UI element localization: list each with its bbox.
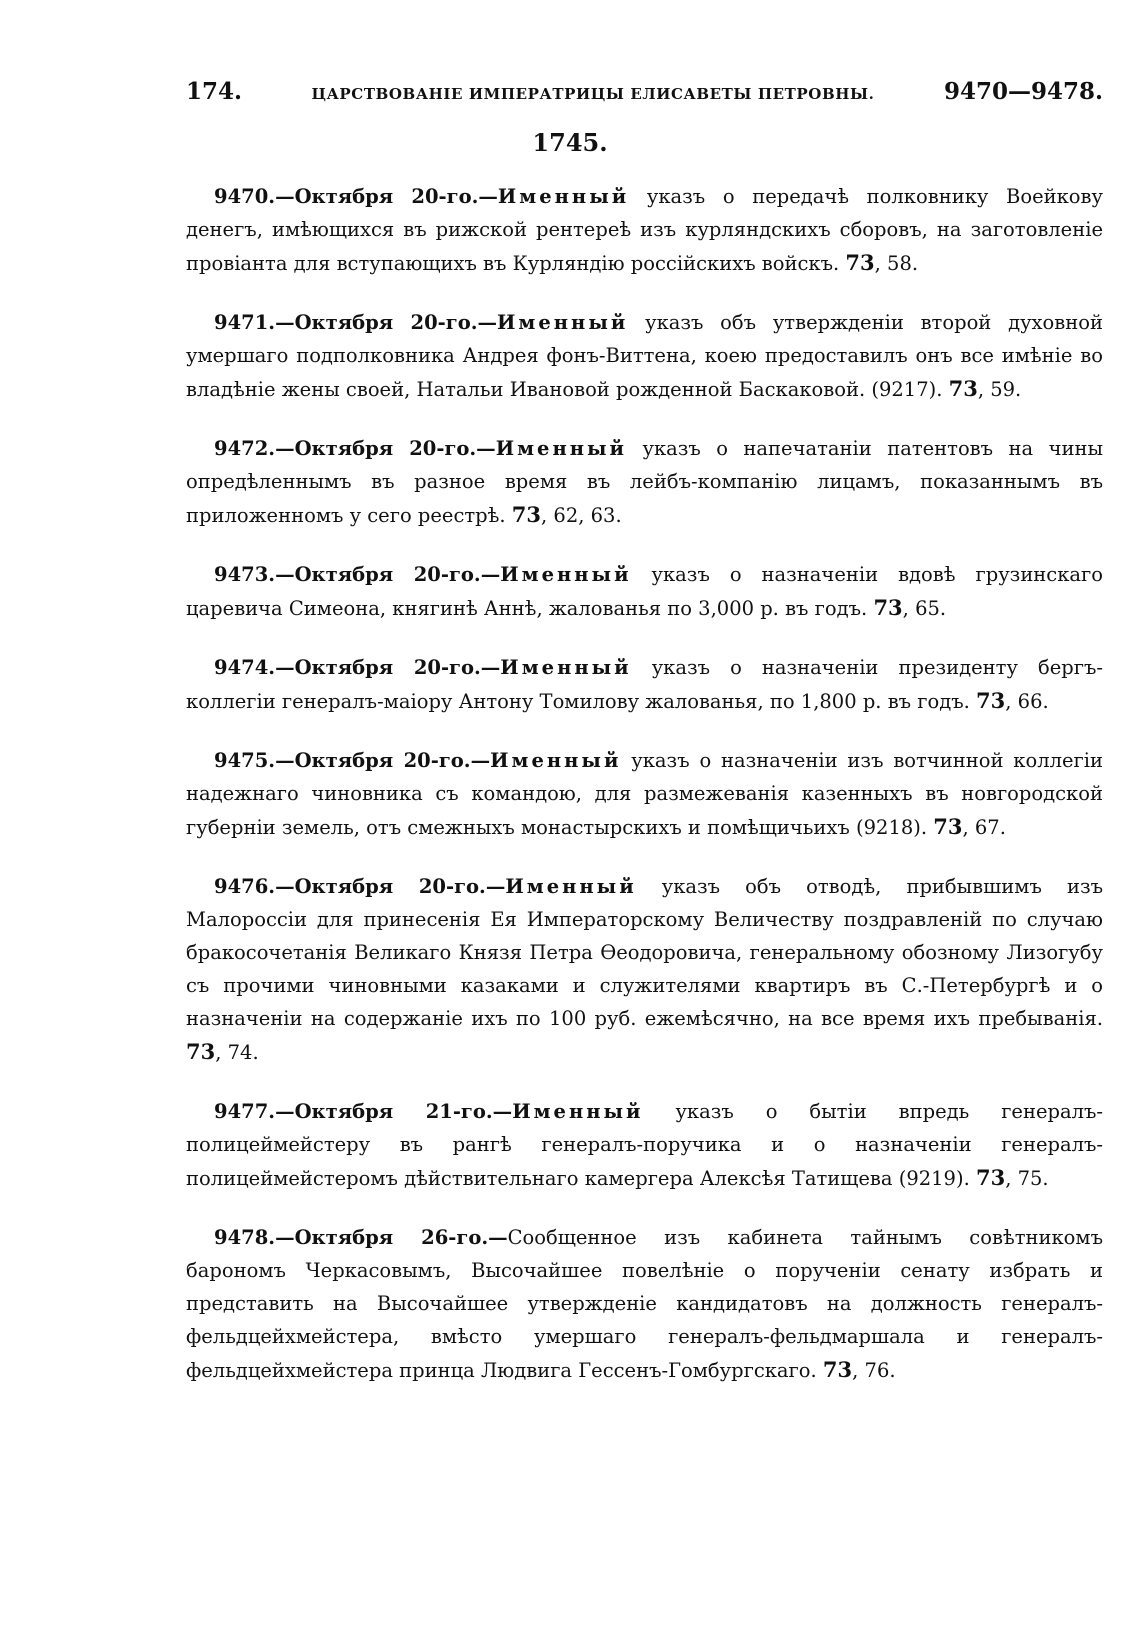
entry-number: 9473. [214, 563, 276, 586]
entry-volume: 73 [975, 1165, 1006, 1190]
entry-pages: , 75. [1005, 1167, 1049, 1190]
year-heading: 1745. [532, 128, 608, 157]
entry-number: 9476. [214, 875, 276, 898]
entry-type: Именный [500, 563, 632, 586]
entry-text: указъ о напечатаніи патентовъ на чины опредѣленнымъ въ разное время въ лейбъ-компанію лицамъ, показаннымъ въ приложенномъ у сего реестрѣ. [186, 437, 1103, 527]
entry-volume: 73 [948, 376, 978, 401]
entry-type: Именный [495, 437, 628, 460]
decree-entry [186, 558, 1103, 625]
entry-date: —Октября 20-го.— [275, 311, 497, 334]
entry-volume: 73 [511, 502, 542, 527]
entry-text: указъ о назначеніи президенту бергъ-коллегіи генералъ-маіору Антону Томилову жалованья, по 1,800 р. въ годъ. [186, 656, 1103, 713]
entry-text: указъ о назначеніи изъ вотчинной коллегіи надежнаго чиновника съ командою, для размежеванія казенныхъ въ новгородской губерніи земель, отъ смежныхъ монастырскихъ и помѣщичьихъ (9218). [186, 749, 1103, 839]
decree-entry [186, 306, 1103, 406]
entry-type: Именный [500, 656, 632, 679]
entries-list [186, 180, 1103, 1413]
entry-date: —Октября 20-го.— [275, 185, 498, 208]
entry-date: —Октября 21-го.— [275, 1100, 513, 1123]
entry-pages: , 67. [962, 816, 1006, 839]
entry-type: Именный [505, 875, 637, 898]
entry-text: указъ объ отводѣ, прибывшимъ изъ Малороссіи для принесенія Ея Императорскому Величеству поздравленій по случаю бракосочетанія Великаго Князя Петра Өеодоровича, генеральному обозному Лизогубу съ прочими чиновными казаками и служителями квартиръ въ С.-Петербургѣ и о назначеніи на содержаніе ихъ по 100 руб. ежемѣсячно, на все время ихъ пребыванія. [186, 875, 1103, 1030]
entry-type: Именный [497, 185, 630, 208]
entry-text: указъ объ утвержденіи второй духовной умершаго подполковника Андрея фонъ-Виттена, коею предоставилъ онъ все имѣніе во владѣніе жены своей, Натальи Ивановой рожденной Баскаковой. (9217). [186, 311, 1103, 401]
entry-date: —Октября 20-го.— [275, 563, 501, 586]
entry-number: 9475. [214, 749, 276, 772]
entry-type: Именный [512, 1100, 644, 1123]
entry-volume: 73 [845, 250, 875, 275]
entry-date: —Октября 20-го.— [275, 875, 506, 898]
entry-number: 9477. [214, 1100, 276, 1123]
decree-entry [186, 1221, 1103, 1387]
entry-number: 9471. [214, 311, 276, 334]
entry-type: Именный [497, 311, 629, 334]
decree-entry [186, 870, 1103, 1069]
entry-date: —Октября 20-го.— [275, 437, 496, 460]
entry-type: Именный [490, 749, 622, 772]
running-head [186, 78, 1103, 105]
entry-volume: 73 [933, 814, 963, 839]
entry-volume: 73 [822, 1357, 853, 1382]
entry-text: указъ о назначеніи вдовѣ грузинскаго царевича Симеона, княгинѣ Аннѣ, жалованья по 3,000 р. въ годъ. [186, 563, 1103, 620]
entry-pages: , 74. [215, 1041, 259, 1064]
running-title: ЦАРСТВОВАНІЕ ИМПЕРАТРИЦЫ ЕЛИСАВЕТЫ ПЕТРОВНЫ. [311, 85, 875, 103]
entry-number-range: 9470—9478. [943, 78, 1103, 105]
decree-entry [186, 180, 1103, 280]
entry-volume: 73 [873, 595, 903, 620]
entry-pages: , 65. [902, 597, 947, 620]
entry-volume: 73 [186, 1039, 216, 1064]
entry-date: —Октября 20-го.— [275, 749, 491, 772]
entry-date: —Октября 26-го.— [275, 1226, 508, 1249]
entry-pages: , 62, 63. [541, 504, 622, 527]
entry-pages: , 66. [1005, 690, 1049, 713]
entry-number: 9472. [214, 437, 276, 460]
entry-number: 9474. [214, 656, 276, 679]
page-number: 174. [186, 78, 243, 105]
decree-entry [186, 651, 1103, 718]
entry-pages: , 59. [977, 378, 1022, 401]
entry-number: 9478. [214, 1226, 276, 1249]
entry-text: Сообщенное изъ кабинета тайнымъ совѣтникомъ барономъ Черкасовымъ, Высочайшее повелѣніе о порученіи сенату избрать и представить на Высочайшее утвержденіе кандидатовъ на должность генералъ-фельдцейхмейстера, вмѣсто умершаго генералъ-фельдмаршала и генералъ-фельдцейхмейстера принца Людвига Гессенъ-Гомбургскаго. [186, 1226, 1103, 1382]
entry-date: —Октября 20-го.— [275, 656, 501, 679]
entry-number: 9470. [214, 185, 276, 208]
entry-text: указъ о передачѣ полковнику Воейкову денегъ, имѣющихся въ рижской рентереѣ изъ курляндскихъ сборовъ, на заготовленіе провіанта для вступающихъ въ Курляндію россійскихъ войскъ. [186, 185, 1103, 275]
decree-entry [186, 432, 1103, 532]
entry-text: указъ о бытіи впредь генералъ-полицеймейстеру въ рангѣ генералъ-поручика и о назначеніи генералъ-полицеймейстеромъ дѣйствительнаго камергера Алексѣя Татищева (9219). [186, 1100, 1104, 1190]
entry-pages: , 58. [874, 252, 919, 275]
entry-volume: 73 [976, 688, 1006, 713]
entry-pages: , 76. [852, 1359, 896, 1382]
decree-entry [186, 744, 1103, 844]
decree-entry [186, 1095, 1103, 1195]
